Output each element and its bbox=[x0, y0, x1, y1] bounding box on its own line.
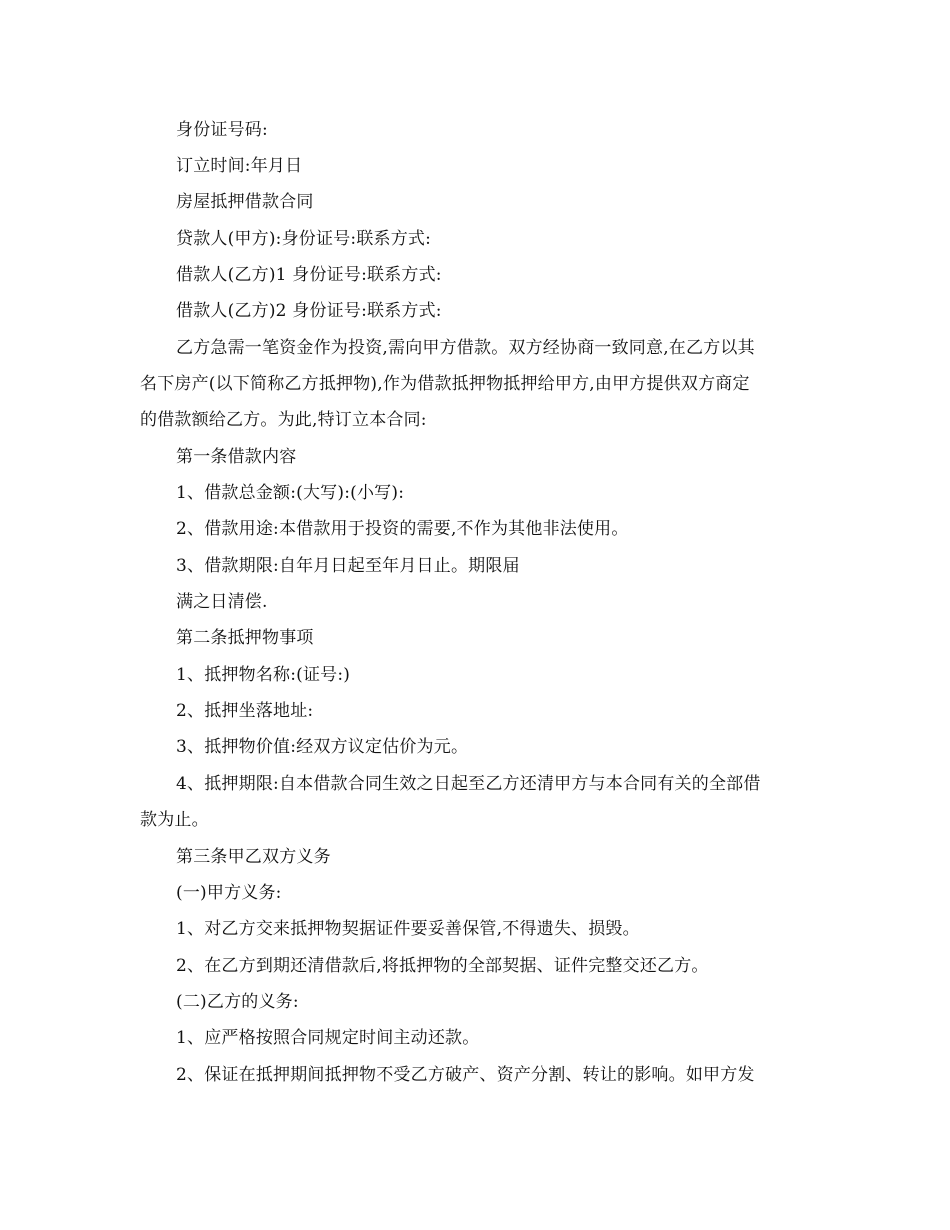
article-2-item-4: 4、抵押期限:自本借款合同生效之日起至乙方还清甲方与本合同有关的全部借 bbox=[176, 774, 761, 794]
borrower-1-line: 借款人(乙方)1 身份证号:联系方式: bbox=[176, 265, 442, 285]
preamble-line-2: 名下房产(以下简称乙方抵押物),作为借款抵押物抵押给甲方,由甲方提供双方商定 bbox=[140, 374, 750, 394]
article-2-heading: 第二条抵押物事项 bbox=[176, 628, 314, 648]
borrower-2-line: 借款人(乙方)2 身份证号:联系方式: bbox=[176, 301, 442, 321]
party-a-duties-heading: (一)甲方义务: bbox=[176, 883, 282, 903]
article-1-item-3: 3、借款期限:自年月日起至年月日止。期限届 bbox=[176, 556, 520, 576]
article-2-item-1: 1、抵押物名称:(证号:) bbox=[176, 665, 351, 685]
article-2-item-2: 2、抵押坐落地址: bbox=[176, 701, 314, 721]
article-2-item-4-cont: 款为止。 bbox=[140, 810, 209, 830]
preamble-line-3: 的借款额给乙方。为此,特订立本合同: bbox=[140, 410, 427, 430]
article-1-item-1: 1、借款总金额:(大写):(小写): bbox=[176, 483, 405, 503]
party-a-duty-2: 2、在乙方到期还清借款后,将抵押物的全部契据、证件完整交还乙方。 bbox=[176, 956, 709, 976]
preamble-line-1: 乙方急需一笔资金作为投资,需向甲方借款。双方经协商一致同意,在乙方以其 bbox=[176, 338, 755, 358]
article-1-item-3-cont: 满之日清偿. bbox=[176, 592, 268, 612]
contract-title: 房屋抵押借款合同 bbox=[176, 192, 314, 212]
party-b-duty-2: 2、保证在抵押期间抵押物不受乙方破产、资产分割、转让的影响。如甲方发 bbox=[176, 1065, 755, 1085]
party-b-duties-heading: (二)乙方的义务: bbox=[176, 992, 299, 1012]
lender-line: 贷款人(甲方):身份证号:联系方式: bbox=[176, 229, 432, 249]
signing-date-line: 订立时间:年月日 bbox=[176, 156, 303, 176]
article-3-heading: 第三条甲乙双方义务 bbox=[176, 847, 331, 867]
article-2-item-3: 3、抵押物价值:经双方议定估价为元。 bbox=[176, 737, 469, 757]
party-a-duty-1: 1、对乙方交来抵押物契据证件要妥善保管,不得遗失、损毁。 bbox=[176, 919, 640, 939]
article-1-item-2: 2、借款用途:本借款用于投资的需要,不作为其他非法使用。 bbox=[176, 519, 629, 539]
article-1-heading: 第一条借款内容 bbox=[176, 447, 297, 467]
id-number-line: 身份证号码: bbox=[176, 120, 268, 140]
party-b-duty-1: 1、应严格按照合同规定时间主动还款。 bbox=[176, 1028, 480, 1048]
